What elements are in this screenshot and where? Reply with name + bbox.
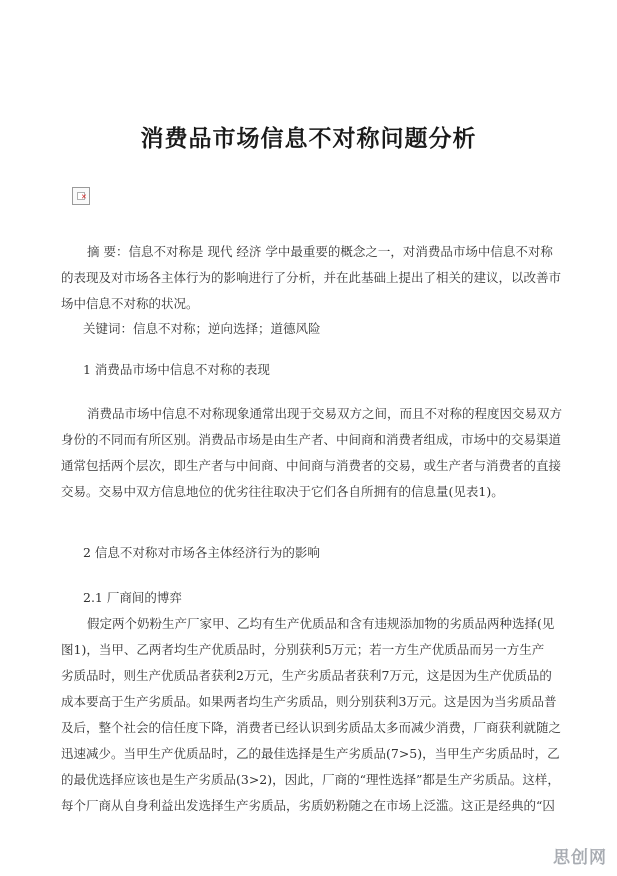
section-2-heading: 2 信息不对称对市场各主体经济行为的影响 xyxy=(83,545,320,560)
keywords: 关键词：信息不对称；逆向选择；道德风险 xyxy=(83,321,321,336)
watermark-logo: 思创网 xyxy=(553,848,607,868)
section-1-heading: 1 消费品市场中信息不对称的表现 xyxy=(83,362,270,377)
abstract-line-1: 摘 要：信息不对称是 现代 经济 学中最重要的概念之一，对消费品市场中信息不对称 xyxy=(87,244,553,259)
subsection-2-1-line-6: 迅速减少。当甲生产优质品时，乙的最佳选择是生产劣质品(7>5)，当甲生产劣质品时，乙 xyxy=(61,746,560,761)
subsection-2-1-line-1: 假定两个奶粉生产厂家甲、乙均有生产优质品和含有违规添加物的劣质品两种选择(见 xyxy=(87,616,555,631)
subsection-2-1-line-2: 图1)，当甲、乙两者均生产优质品时，分别获利5万元；若一方生产优质品而另一方生产 xyxy=(61,642,545,657)
section-1-line-1: 消费品市场中信息不对称现象通常出现于交易双方之间，而且不对称的程度因交易双方 xyxy=(87,406,563,421)
abstract-line-3: 场中信息不对称的状况。 xyxy=(61,296,199,311)
section-1-line-4: 交易。交易中双方信息地位的优劣往往取决于它们各自所拥有的信息量(见表1)。 xyxy=(61,484,504,499)
document-title: 消费品市场信息不对称问题分析 xyxy=(140,126,477,152)
subsection-2-1-line-7: 的最优选择应该也是生产劣质品(3>2)，因此，厂商的“理性选择”都是生产劣质品。这样， xyxy=(61,772,560,787)
subsection-2-1-line-3: 劣质品时，则生产优质品者获利2万元，生产劣质品者获利7万元，这是因为生产优质品的 xyxy=(61,668,552,683)
broken-image-icon: ✕ xyxy=(72,187,90,205)
section-1-line-3: 通常包括两个层次，即生产者与中间商、中间商与消费者的交易，或生产者与消费者的直接 xyxy=(61,458,562,473)
subsection-2-1-line-8: 每个厂商从自身利益出发选择生产劣质品，劣质奶粉随之在市场上泛滥。这正是经典的“囚 xyxy=(61,798,555,813)
subsection-2-1-heading: 2.1 厂商间的博弈 xyxy=(83,590,182,605)
subsection-2-1-line-4: 成本要高于生产劣质品。如果两者均生产劣质品，则分别获利3万元。这是因为当劣质品普 xyxy=(61,694,557,709)
abstract-line-2: 的表现及对市场各主体行为的影响进行了分析，并在此基础上提出了相关的建议，以改善市 xyxy=(61,270,562,285)
subsection-2-1-line-5: 及后，整个社会的信任度下降，消费者已经认识到劣质品太多而减少消费，厂商获利就随之 xyxy=(61,720,562,735)
section-1-line-2: 身份的不同而有所区别。消费品市场是由生产者、中间商和消费者组成，市场中的交易渠道 xyxy=(61,432,562,447)
